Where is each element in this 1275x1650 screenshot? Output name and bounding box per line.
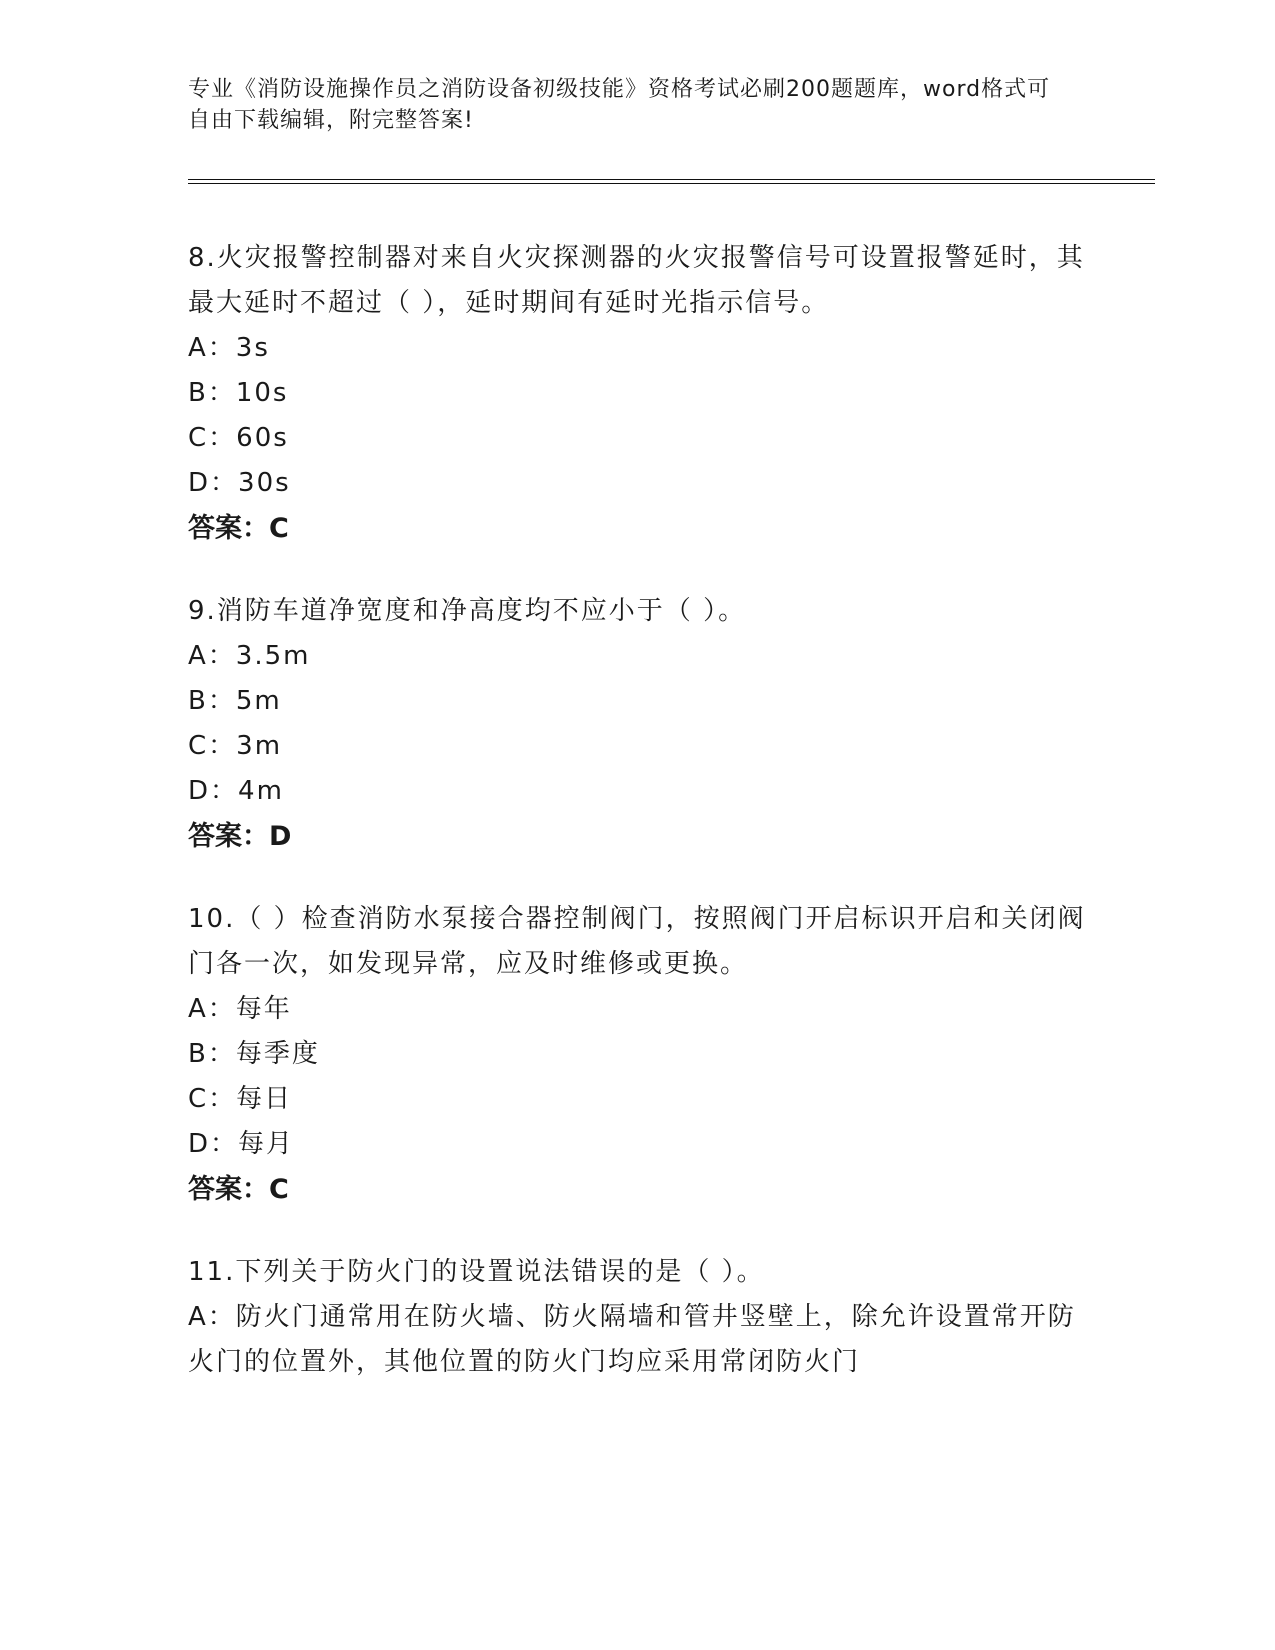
question-8 bbox=[188, 236, 1088, 552]
option-c bbox=[188, 724, 1088, 769]
option-text: 4m bbox=[238, 776, 284, 806]
question-10 bbox=[188, 897, 1088, 1213]
option-text: 30s bbox=[238, 468, 291, 498]
header-divider-bottom bbox=[188, 183, 1155, 184]
option-key: B： bbox=[188, 1039, 236, 1069]
option-key: D： bbox=[188, 1129, 239, 1159]
option-d bbox=[188, 769, 1088, 814]
answer: 答案：C bbox=[188, 513, 289, 544]
question-stem: 8.火灾报警控制器对来自火灾探测器的火灾报警信号可设置报警延时，其最大延时不超过（ ），延时期间有延时光指示信号。 bbox=[188, 243, 1085, 318]
answer: 答案：C bbox=[188, 1174, 289, 1205]
option-key: C： bbox=[188, 731, 237, 761]
question-list bbox=[188, 236, 1088, 1422]
question-stem: 9.消防车道净宽度和净高度均不应小于（ ）。 bbox=[188, 596, 747, 626]
question-stem: 10.（ ）检查消防水泵接合器控制阀门，按照阀门开启标识开启和关闭阀门各一次，如发现异常，应及时维修或更换。 bbox=[188, 904, 1086, 979]
option-text: 每日 bbox=[236, 1084, 293, 1114]
option-d bbox=[188, 461, 1088, 506]
option-key: D： bbox=[188, 468, 239, 498]
option-text: 10s bbox=[235, 378, 289, 408]
option-key: A： bbox=[188, 333, 236, 363]
question-stem: 11.下列关于防火门的设置说法错误的是（ ）。 bbox=[188, 1257, 765, 1287]
option-text: 每月 bbox=[238, 1129, 295, 1159]
option-key: A： bbox=[188, 641, 236, 671]
option-key: A： bbox=[188, 1302, 236, 1332]
header-divider-top bbox=[188, 179, 1155, 180]
option-text: 每季度 bbox=[235, 1039, 320, 1069]
option-a bbox=[188, 1295, 1088, 1385]
option-b bbox=[188, 1032, 1088, 1077]
option-text: 60s bbox=[236, 423, 289, 453]
option-text: 防火门通常用在防火墙、防火隔墙和管井竖壁上，除允许设置常开防火门的位置外，其他位置的防火门均应采用常闭防火门 bbox=[188, 1302, 1076, 1377]
answer: 答案：D bbox=[188, 821, 292, 852]
option-text: 每年 bbox=[235, 994, 292, 1024]
option-c bbox=[188, 1077, 1088, 1122]
option-key: A： bbox=[188, 994, 236, 1024]
option-a bbox=[188, 634, 1088, 679]
option-text: 3s bbox=[235, 333, 270, 363]
option-a bbox=[188, 987, 1088, 1032]
question-11 bbox=[188, 1250, 1088, 1385]
option-b bbox=[188, 679, 1088, 724]
option-a bbox=[188, 326, 1088, 371]
option-b bbox=[188, 371, 1088, 416]
option-text: 3m bbox=[236, 731, 283, 761]
document-header: 专业《消防设施操作员之消防设备初级技能》资格考试必刷200题题库，word格式可自由下载编辑，附完整答案! bbox=[188, 77, 1051, 133]
option-d bbox=[188, 1122, 1088, 1167]
option-key: C： bbox=[188, 1084, 237, 1114]
option-key: B： bbox=[188, 378, 236, 408]
option-text: 3.5m bbox=[235, 641, 311, 671]
option-key: B： bbox=[188, 686, 236, 716]
question-9 bbox=[188, 589, 1088, 860]
option-key: C： bbox=[188, 423, 237, 453]
option-c bbox=[188, 416, 1088, 461]
option-text: 5m bbox=[235, 686, 282, 716]
option-key: D： bbox=[188, 776, 239, 806]
